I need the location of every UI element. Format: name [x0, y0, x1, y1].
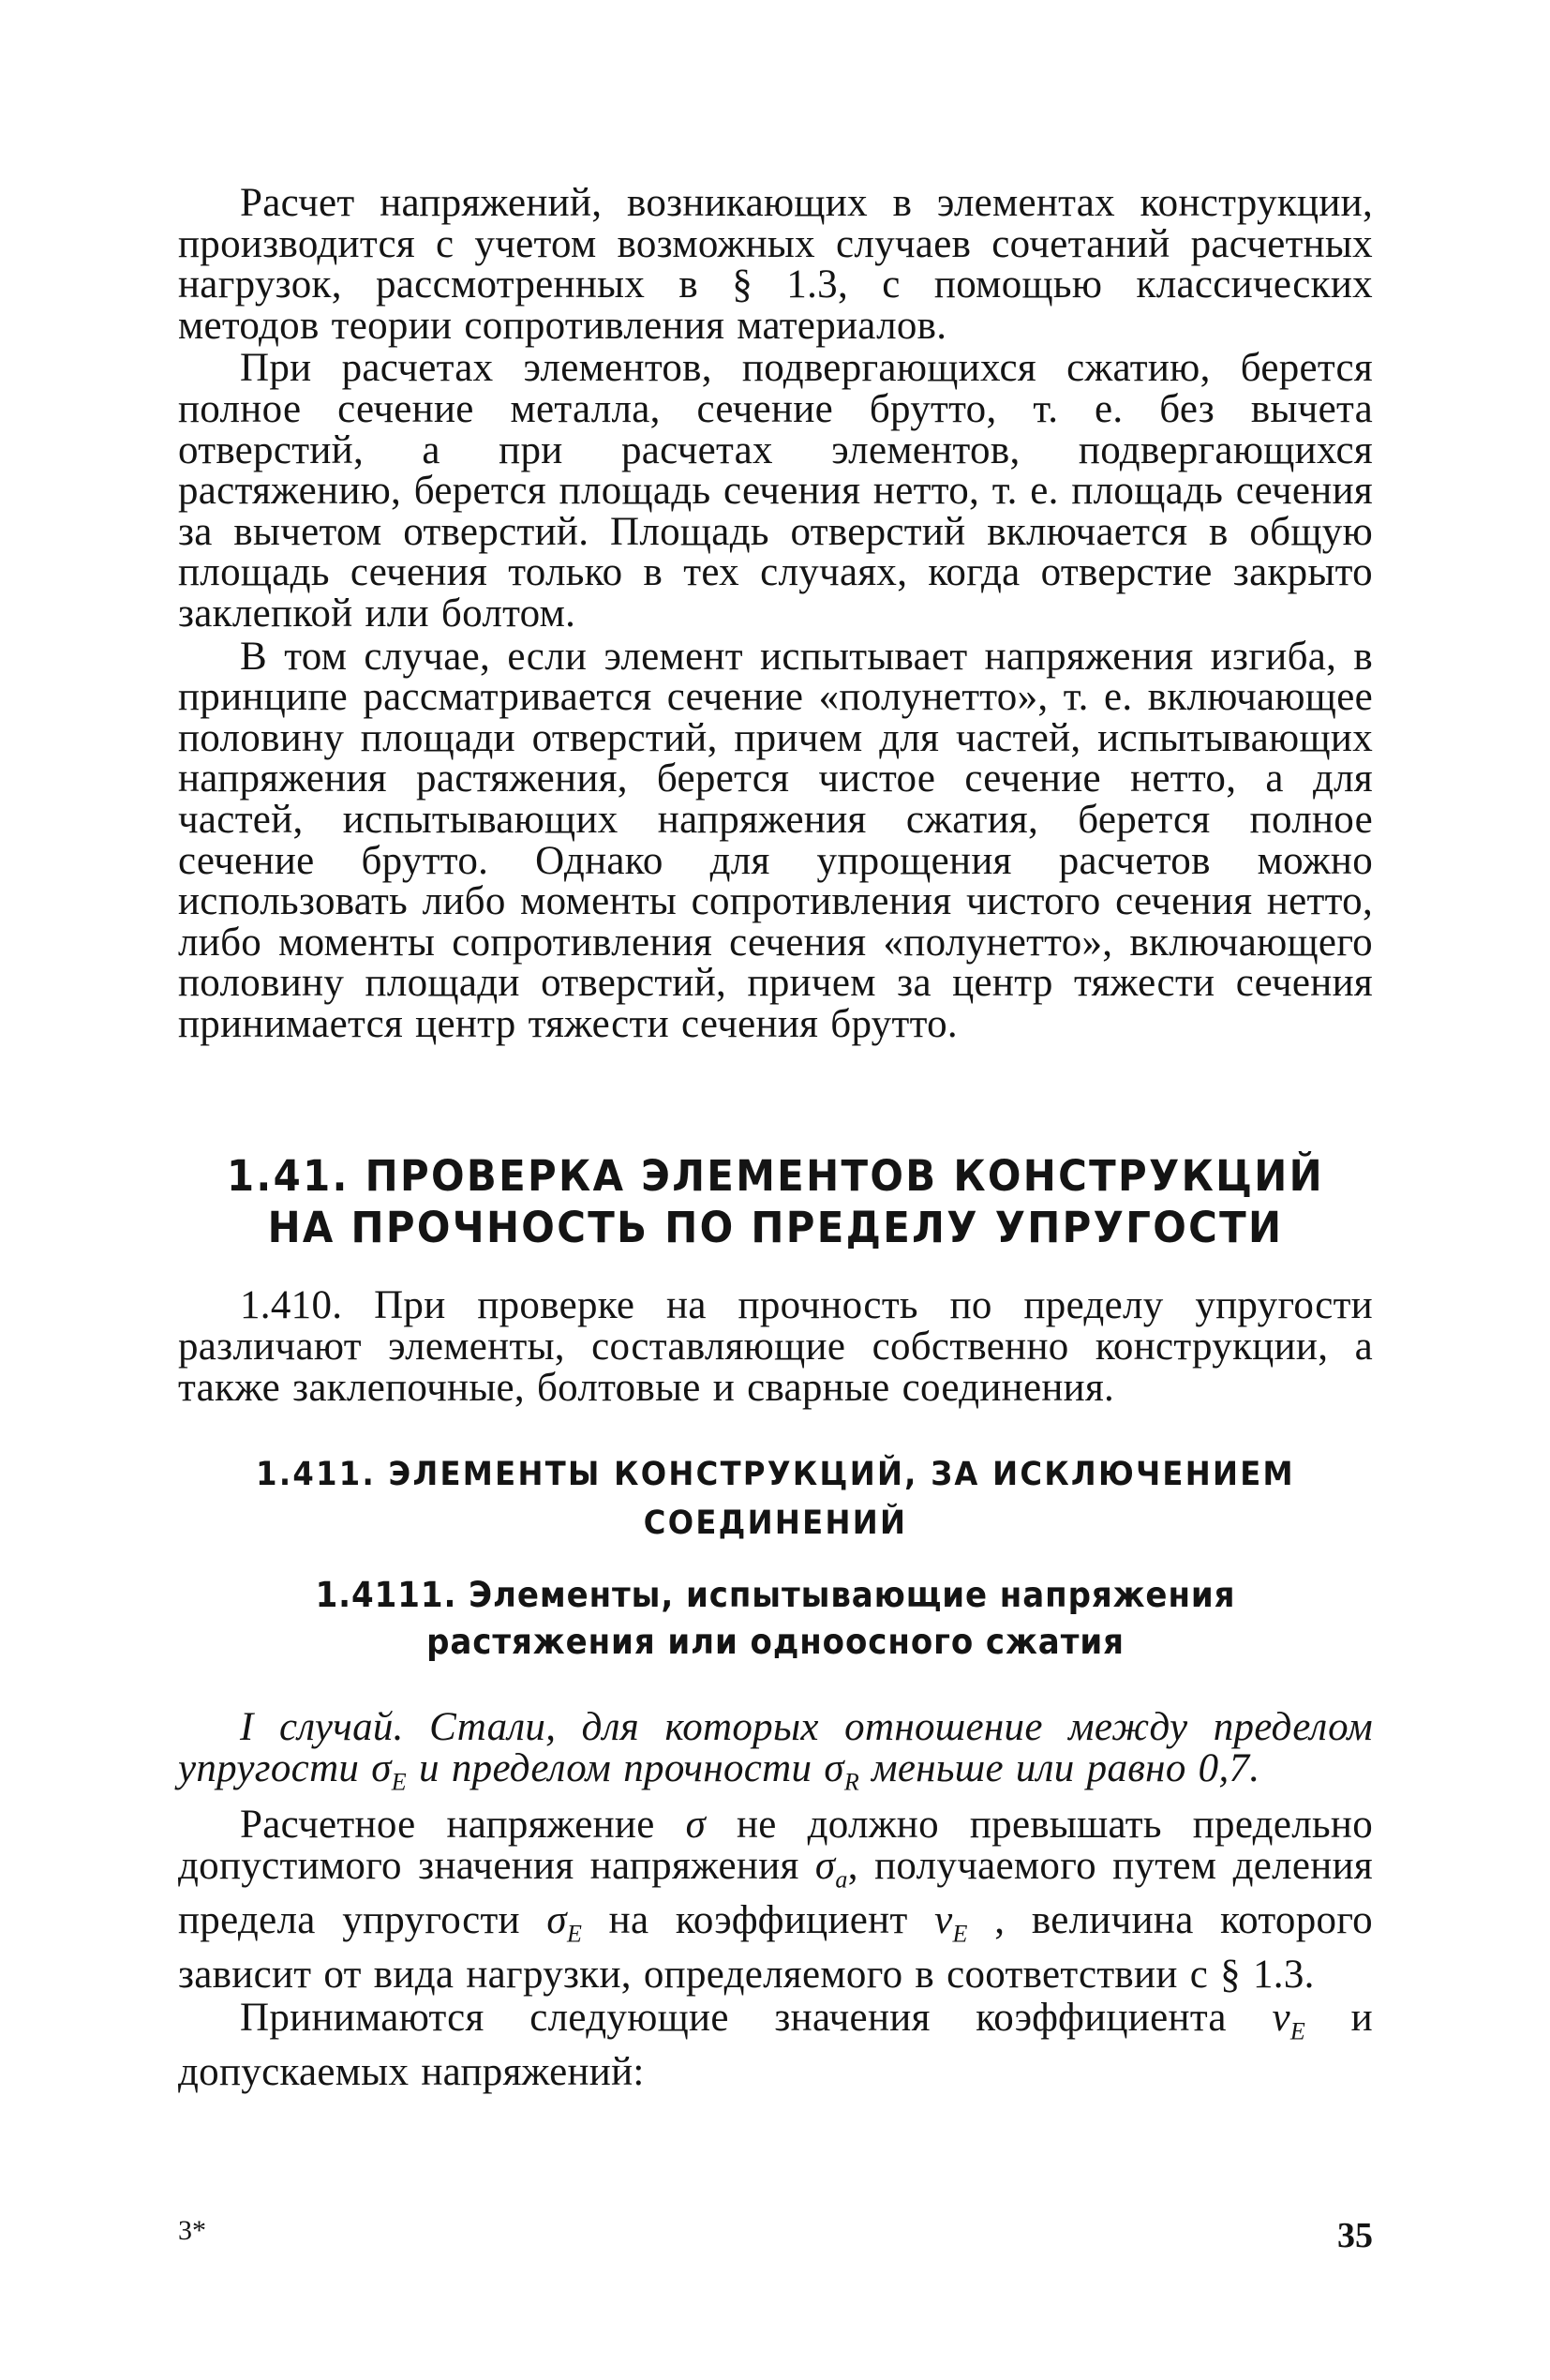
heading-1-411-line2: СОЕДИНЕНИЙ: [643, 1504, 908, 1543]
heading-1-4111-line1: 1.4111. Элементы, испытывающие напряжения: [315, 1575, 1236, 1616]
paragraph-cross-section: При расчетах элементов, подвергающихся сжатию, берется полное сечение металла, сечение брутто, т. е. без вычета отверстий, а при расчетах элементов, подвергающихся растяжению, берется площадь сечения нетто, т. е. площадь сечения за вычетом отверстий. Площадь отверстий включается в общую площадь сечения только в тех случаях, когда отверстие закрыто заклепкой или болтом.: [178, 346, 1373, 636]
heading-1-41-line2: НА ПРОЧНОСТЬ ПО ПРЕДЕЛУ УПРУГОСТИ: [267, 1203, 1284, 1253]
heading-1-411: [178, 1450, 1373, 1548]
page-content: [178, 183, 1373, 2092]
case-1-paragraph: I случай. Стали, для которых отношение между пределом упругости $\sigma_E$ и пределом прочности $\sigma_R$ меньше или равно 0,7.: [178, 1705, 1373, 1796]
paragraph-1-410: 1.410. При проверке на прочность по пределу упругости различают элементы, составляющие собственно конструкции, а также заклепочные, болтовые и сварные соединения.: [178, 1283, 1373, 1410]
paragraph-stress-calculation: Расчет напряжений, возникающих в элементах конструкции, производится с учетом возможных случаев сочетаний расчетных нагрузок, рассмотренных в § 1.3, с помощью классических методов теории сопротивления материалов.: [178, 181, 1373, 348]
heading-1-41-line1: 1.41. ПРОВЕРКА ЭЛЕМЕНТОВ КОНСТРУКЦИЙ: [226, 1151, 1325, 1202]
heading-1-41: [178, 1150, 1373, 1253]
page-number: 35: [1337, 2216, 1373, 2255]
signature-mark: 3*: [178, 2215, 206, 2246]
heading-1-4111-line2: растяжения или одноосного сжатия: [426, 1622, 1125, 1663]
paragraph-permissible-stress: Расчетное напряжение σ не должно превышать предельно допустимого значения напряжения $\sigma_a$, получаемого путем деления предела упругости $\sigma_E$ на коэффициент $\nu_E$ , величина которого зависит от вида нагрузки, определяемого в соответствии с § 1.3.: [178, 1803, 1374, 1997]
paragraph-coefficient-values: Принимаются следующие значения коэффициента $\nu_E$ и допускаемых напряжений:: [178, 1995, 1373, 2094]
paragraph-bending: В том случае, если элемент испытывает напряжения изгиба, в принципе рассматривается сечение «полунетто», т. е. включающее половину площади отверстий, причем для частей, испытывающих напряжения растяжения, берется чистое сечение нетто, а для частей, испытывающих напряжения сжатия, берется полное сечение брутто. Однако для упрощения расчетов можно использовать либо моменты сопротивления чистого сечения нетто, либо моменты сопротивления сечения «полунетто», включающего половину площади отверстий, причем за центр тяжести сечения принимается центр тяжести сечения брутто.: [178, 634, 1373, 1046]
heading-1-411-line1: 1.411. ЭЛЕМЕНТЫ КОНСТРУКЦИЙ, ЗА ИСКЛЮЧЕНИЕМ: [256, 1456, 1295, 1494]
heading-1-4111: [178, 1572, 1373, 1666]
